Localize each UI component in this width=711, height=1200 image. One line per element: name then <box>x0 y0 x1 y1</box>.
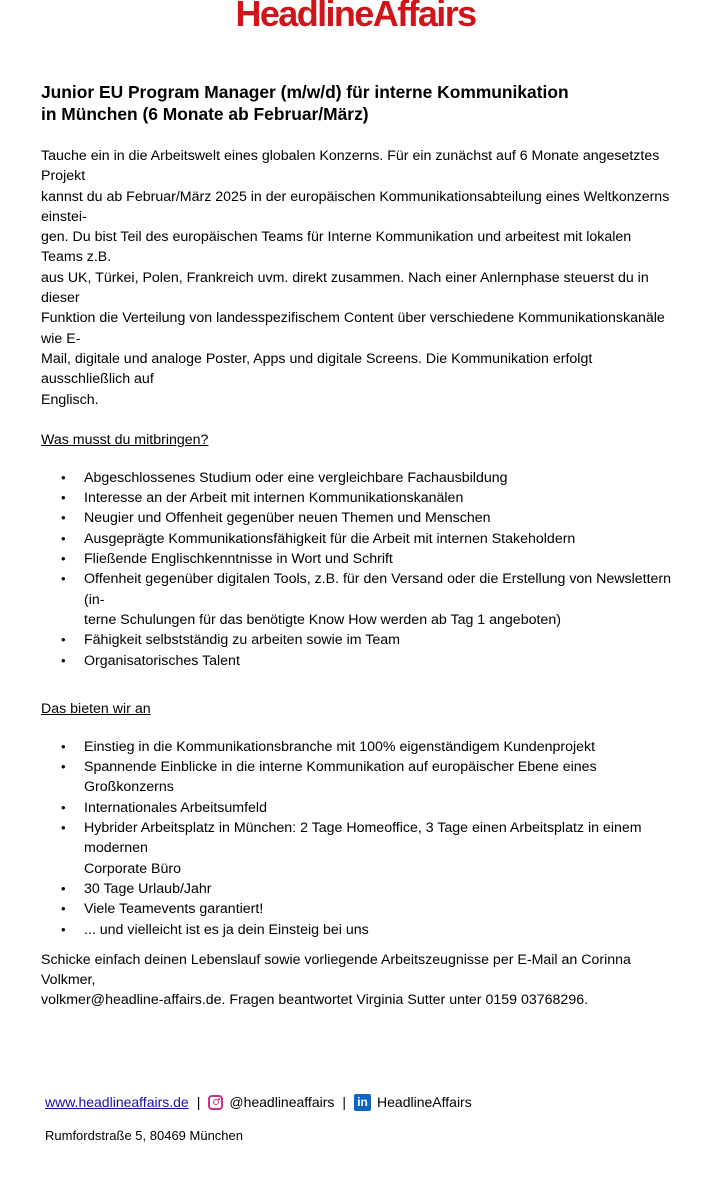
offers-item-text: Hybrider Arbeitsplatz in München: 2 Tage Homeoffice, 3 Tage einen Arbeitsplatz in einem modernen <box>84 820 642 857</box>
offers-item <box>41 757 673 798</box>
requirements-item-text: terne Schulungen für das benötigte Know How werden ab Tag 1 angeboten) <box>84 611 561 628</box>
bullet-icon: • <box>61 530 66 546</box>
offers-item <box>41 920 673 940</box>
linkedin-name[interactable]: HeadlineAffairs <box>377 1094 472 1110</box>
offers-heading: Das bieten wir an <box>41 700 151 717</box>
bullet-icon: • <box>61 820 66 836</box>
intro-line: Funktion die Verteilung von landesspezifischem Content über verschiedene Kommunikationskanäle wie E- <box>41 310 665 347</box>
intro-paragraph <box>41 146 673 410</box>
requirements-item-text: Ausgeprägte Kommunikationsfähigkeit für die Arbeit mit internen Stakeholdern <box>84 530 576 547</box>
bullet-icon: • <box>61 510 66 526</box>
website-link[interactable]: www.headlineaffairs.de <box>45 1094 189 1110</box>
requirements-item <box>41 529 673 549</box>
offers-item-text: 30 Tage Urlaub/Jahr <box>84 880 212 897</box>
requirements-heading: Was musst du mitbringen? <box>41 431 209 448</box>
bullet-icon: • <box>61 759 66 775</box>
requirements-item <box>41 630 673 650</box>
requirements-item-text: Fähigkeit selbstständig zu arbeiten sowie im Team <box>84 632 400 649</box>
requirements-item <box>41 651 673 671</box>
bullet-icon: • <box>61 799 66 815</box>
job-title-location: in München (6 Monate ab Februar/März) <box>41 104 369 124</box>
company-logo: HeadlineAffairs <box>235 0 476 34</box>
requirements-item <box>41 468 673 488</box>
intro-line: Mail, digitale und analoge Poster, Apps und digitale Screens. Die Kommunikation erfolgt ausschließlich auf <box>41 350 593 388</box>
requirements-item <box>41 488 673 508</box>
footer-links <box>45 1090 472 1114</box>
job-title <box>41 81 673 125</box>
bullet-icon: • <box>61 921 66 937</box>
offers-item <box>41 879 673 899</box>
requirements-item-text: Interesse an der Arbeit mit internen Kommunikationskanälen <box>84 490 464 507</box>
offers-list <box>41 737 673 940</box>
requirements-item <box>41 508 673 528</box>
offers-item-text: ... und vielleicht ist es ja dein Einsteig bei uns <box>84 921 369 938</box>
requirements-item-text: Fließende Englischkenntnisse in Wort und Schrift <box>84 551 393 568</box>
offers-item-text: Viele Teamevents garantiert! <box>84 901 264 918</box>
bullet-icon: • <box>61 571 66 587</box>
intro-line: gen. Du bist Teil des europäischen Teams für Interne Kommunikation und arbeitest mit lokalen Teams z.B. <box>41 229 632 266</box>
job-title-role: Junior EU Program Manager <box>41 82 276 102</box>
requirements-item-text: Organisatorisches Talent <box>84 652 240 669</box>
bullet-icon: • <box>61 551 66 567</box>
offers-item <box>41 899 673 919</box>
intro-line: aus UK, Türkei, Polen, Frankreich uvm. direkt zusammen. Nach einer Anlernphase steuerst du in dieser <box>41 269 649 307</box>
offers-item <box>41 818 673 879</box>
bullet-icon: • <box>61 490 66 506</box>
requirements-item <box>41 549 673 569</box>
bullet-icon: • <box>61 880 66 896</box>
instagram-handle[interactable]: @headlineaffairs <box>229 1094 335 1110</box>
requirements-list <box>41 468 673 671</box>
offers-item-text: Internationales Arbeitsumfeld <box>84 799 267 816</box>
job-posting <box>41 81 673 1011</box>
separator: | <box>342 1094 347 1110</box>
bullet-icon: • <box>61 469 66 485</box>
bullet-icon: • <box>61 632 66 648</box>
intro-line: Englisch. <box>41 391 99 408</box>
offers-item-text: Einstieg in die Kommunikationsbranche mit 100% eigenständigem Kundenprojekt <box>84 738 596 755</box>
bullet-icon: • <box>61 901 66 917</box>
separator: | <box>196 1094 201 1110</box>
offers-item <box>41 737 673 757</box>
requirements-item-text: Abgeschlossenes Studium oder eine vergleichbare Fachausbildung <box>84 469 508 486</box>
intro-line: kannst du ab Februar/März 2025 in der europäischen Kommunikationsabteilung eines Weltkonzerns einstei- <box>41 188 670 225</box>
requirements-item <box>41 569 673 630</box>
requirements-item-text: Neugier und Offenheit gegenüber neuen Themen und Menschen <box>84 510 491 527</box>
bullet-icon: • <box>61 738 66 754</box>
instagram-icon[interactable] <box>208 1095 223 1110</box>
requirements-item-text: Offenheit gegenüber digitalen Tools, z.B. für den Versand oder die Erstellung von Newslettern (in- <box>84 571 672 608</box>
offers-item <box>41 798 673 818</box>
intro-line: Tauche ein in die Arbeitswelt eines globalen Konzerns. Für ein zunächst auf 6 Monate angesetztes Projekt <box>41 148 660 185</box>
linkedin-icon[interactable]: in <box>354 1094 371 1111</box>
closing-paragraph <box>41 950 673 1011</box>
closing-line: volkmer@headline-affairs.de. Fragen beantwortet Virginia Sutter unter 0159 03768296. <box>41 992 589 1009</box>
job-title-suffix: (m/w/d) für interne Kommunikation <box>275 82 569 102</box>
bullet-icon: • <box>61 652 66 668</box>
offers-item-text: Corporate Büro <box>84 860 181 877</box>
company-address: Rumfordstraße 5, 80469 München <box>45 1128 243 1143</box>
offers-item-text: Spannende Einblicke in die interne Kommunikation auf europäischer Ebene eines Großkonzerns <box>84 759 597 796</box>
closing-line: Schicke einfach deinen Lebenslauf sowie vorliegende Arbeitszeugnisse per E-Mail an Corinna Volkmer, <box>41 951 631 989</box>
